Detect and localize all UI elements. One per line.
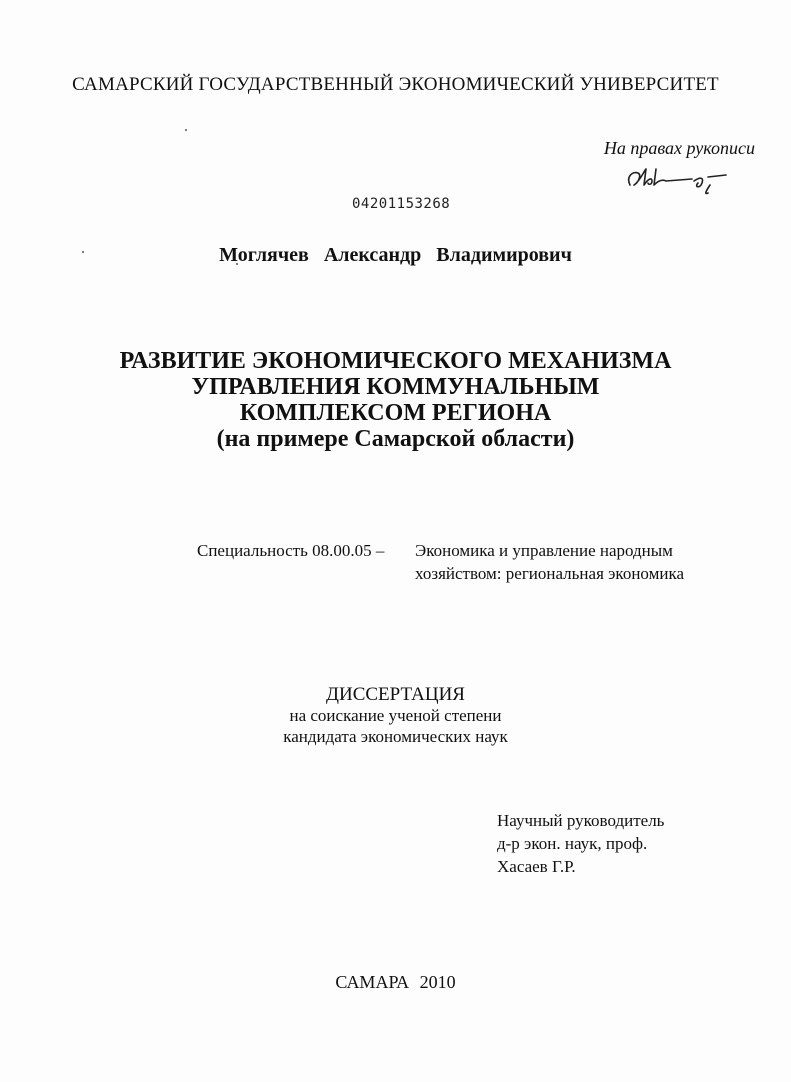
handwritten-signature [622,163,732,197]
author-name: Моглячев Александр Владимирович [219,244,572,266]
specialty-text-line1: Экономика и управление народным [415,541,673,560]
degree-line2: кандидата экономических наук [283,727,508,746]
supervisor-name: Хасаев Г.Р. [497,857,576,876]
dissertation-title [0,348,791,452]
supervisor-degree: д-р экон. наук, проф. [497,834,648,853]
title-line: КОМПЛЕКСОМ РЕГИОНА [239,400,552,426]
title-line: УПРАВЛЕНИЯ КОММУНАЛЬНЫМ [191,374,600,400]
title-line: РАЗВИТИЕ ЭКОНОМИЧЕСКОГО МЕХАНИЗМА [119,348,672,374]
supervisor-role: Научный руководитель [497,811,665,830]
title-subtitle: (на примере Самарской области) [216,426,575,452]
scan-speck [185,129,187,131]
specialty-label: Специальность 08.00.05 – [197,541,385,560]
specialty-block [197,539,684,585]
dissertation-block [0,684,791,747]
catalog-number: 04201153268 [352,196,451,212]
degree-line1: на соискание ученой степени [289,706,502,725]
manuscript-rights-note: На правах рукописи [603,138,755,158]
university-name: САМАРСКИЙ ГОСУДАРСТВЕННЫЙ ЭКОНОМИЧЕСКИЙ УНИВЕРСИТЕТ [72,74,719,95]
city-year: САМАРА 2010 [335,972,456,992]
supervisor-block [497,809,664,878]
dissertation-heading: ДИССЕРТАЦИЯ [326,684,465,705]
specialty-text-line2: хозяйством: региональная экономика [415,564,685,583]
